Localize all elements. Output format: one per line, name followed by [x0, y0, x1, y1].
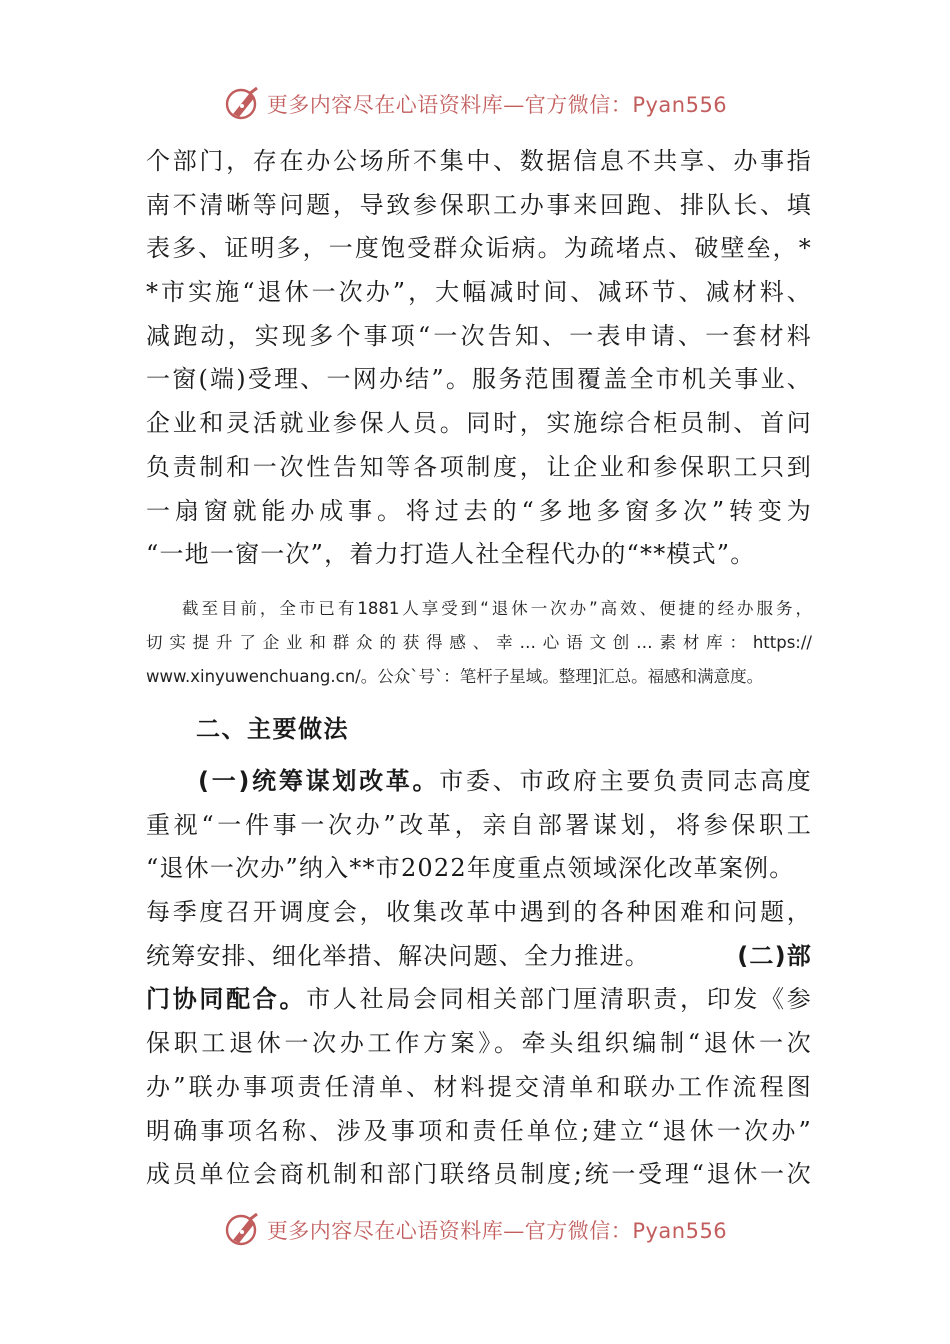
text-line: 负责制和一次性告知等各项制度，让企业和参保职工只到 [146, 452, 812, 481]
text-line: 截至目前，全市已有1881人享受到“退休一次办”高效、便捷的经办服务， [182, 599, 812, 618]
pen-nib-logo-icon [223, 1210, 263, 1250]
text-line: 减跑动，实现多个事项“一次告知、一表申请、一套材料 [146, 321, 812, 350]
text-line: 保职工退休一次办工作方案》。牵头组织编制“退休一次 [146, 1029, 812, 1058]
text-line: 重视“一件事一次办”改革，亲自部署谋划，将参保职工 [146, 810, 812, 839]
text-line: 办”联办事项责任清单、材料提交清单和联办工作流程图 [146, 1072, 812, 1101]
subheading-2-end: 门协同配合。 [146, 985, 307, 1014]
banner-text: 更多内容尽在心语资料库—官方微信：Pyan556 [266, 1219, 728, 1243]
header-banner [0, 82, 950, 126]
paragraph-1 [146, 140, 812, 577]
text-line: “一地一窗一次”，着力打造人社全程代办的“**模式”。 [146, 540, 756, 569]
paragraph-2 [146, 760, 812, 1197]
footer-banner [0, 1208, 950, 1252]
text-line: 南不清晰等问题，导致参保职工办事来回跑、排队长、填 [146, 190, 812, 219]
text-line: 每季度召开调度会，收集改革中遇到的各种困难和问题， [146, 898, 812, 927]
text-line: 明确事项名称、涉及事项和责任单位;建立“退休一次办” [146, 1116, 812, 1145]
text-line: 门协同配合。市人社局会同相关部门厘清职责，印发《参 [146, 985, 812, 1014]
section-heading: 二、主要做法 [196, 715, 349, 743]
text-line: www.xinyuwenchuang.cn/。公众`号`：笔杆子星域。整理]汇总。福感和满意度。 [146, 667, 764, 686]
text-line: 切实提升了企业和群众的获得感、幸…心语文创…素材库：https:// [146, 633, 812, 652]
banner-account: Pyan556 [632, 93, 728, 117]
subheading-1: (一)统筹谋划改革。 [198, 767, 440, 795]
text-line: 成员单位会商机制和部门联络员制度;统一受理“退休一次 [146, 1160, 812, 1189]
text-line: *市实施“退休一次办”，大幅减时间、减环节、减材料、 [146, 278, 812, 307]
text-line: 个部门，存在办公场所不集中、数据信息不共享、办事指 [146, 147, 812, 175]
banner-account: Pyan556 [632, 1219, 728, 1243]
text-line: “退休一次办”纳入**市2022年度重点领域深化改革案例。 [146, 854, 795, 883]
text-line: 表多、证明多，一度饱受群众诟病。为疏堵点、破壁垒，* [146, 234, 812, 263]
text-line: (一)统筹谋划改革。市委、市政府主要负责同志高度 [198, 767, 812, 795]
small-paragraph [146, 592, 812, 694]
text-line: 一窗(端)受理、一网办结”。服务范围覆盖全市机关事业、 [146, 365, 812, 394]
pen-nib-logo-icon [223, 84, 263, 124]
text-line: 一扇窗就能办成事。将过去的“多地多窗多次”转变为 [146, 496, 812, 525]
text-line: 企业和灵活就业参保人员。同时，实施综合柜员制、首问 [146, 409, 812, 438]
subheading-2-start: (二)部 [737, 941, 812, 970]
text-line: 统筹安排、细化举措、解决问题、全力推进。 (二)部 [146, 935, 812, 979]
banner-text: 更多内容尽在心语资料库—官方微信：Pyan556 [266, 93, 728, 117]
